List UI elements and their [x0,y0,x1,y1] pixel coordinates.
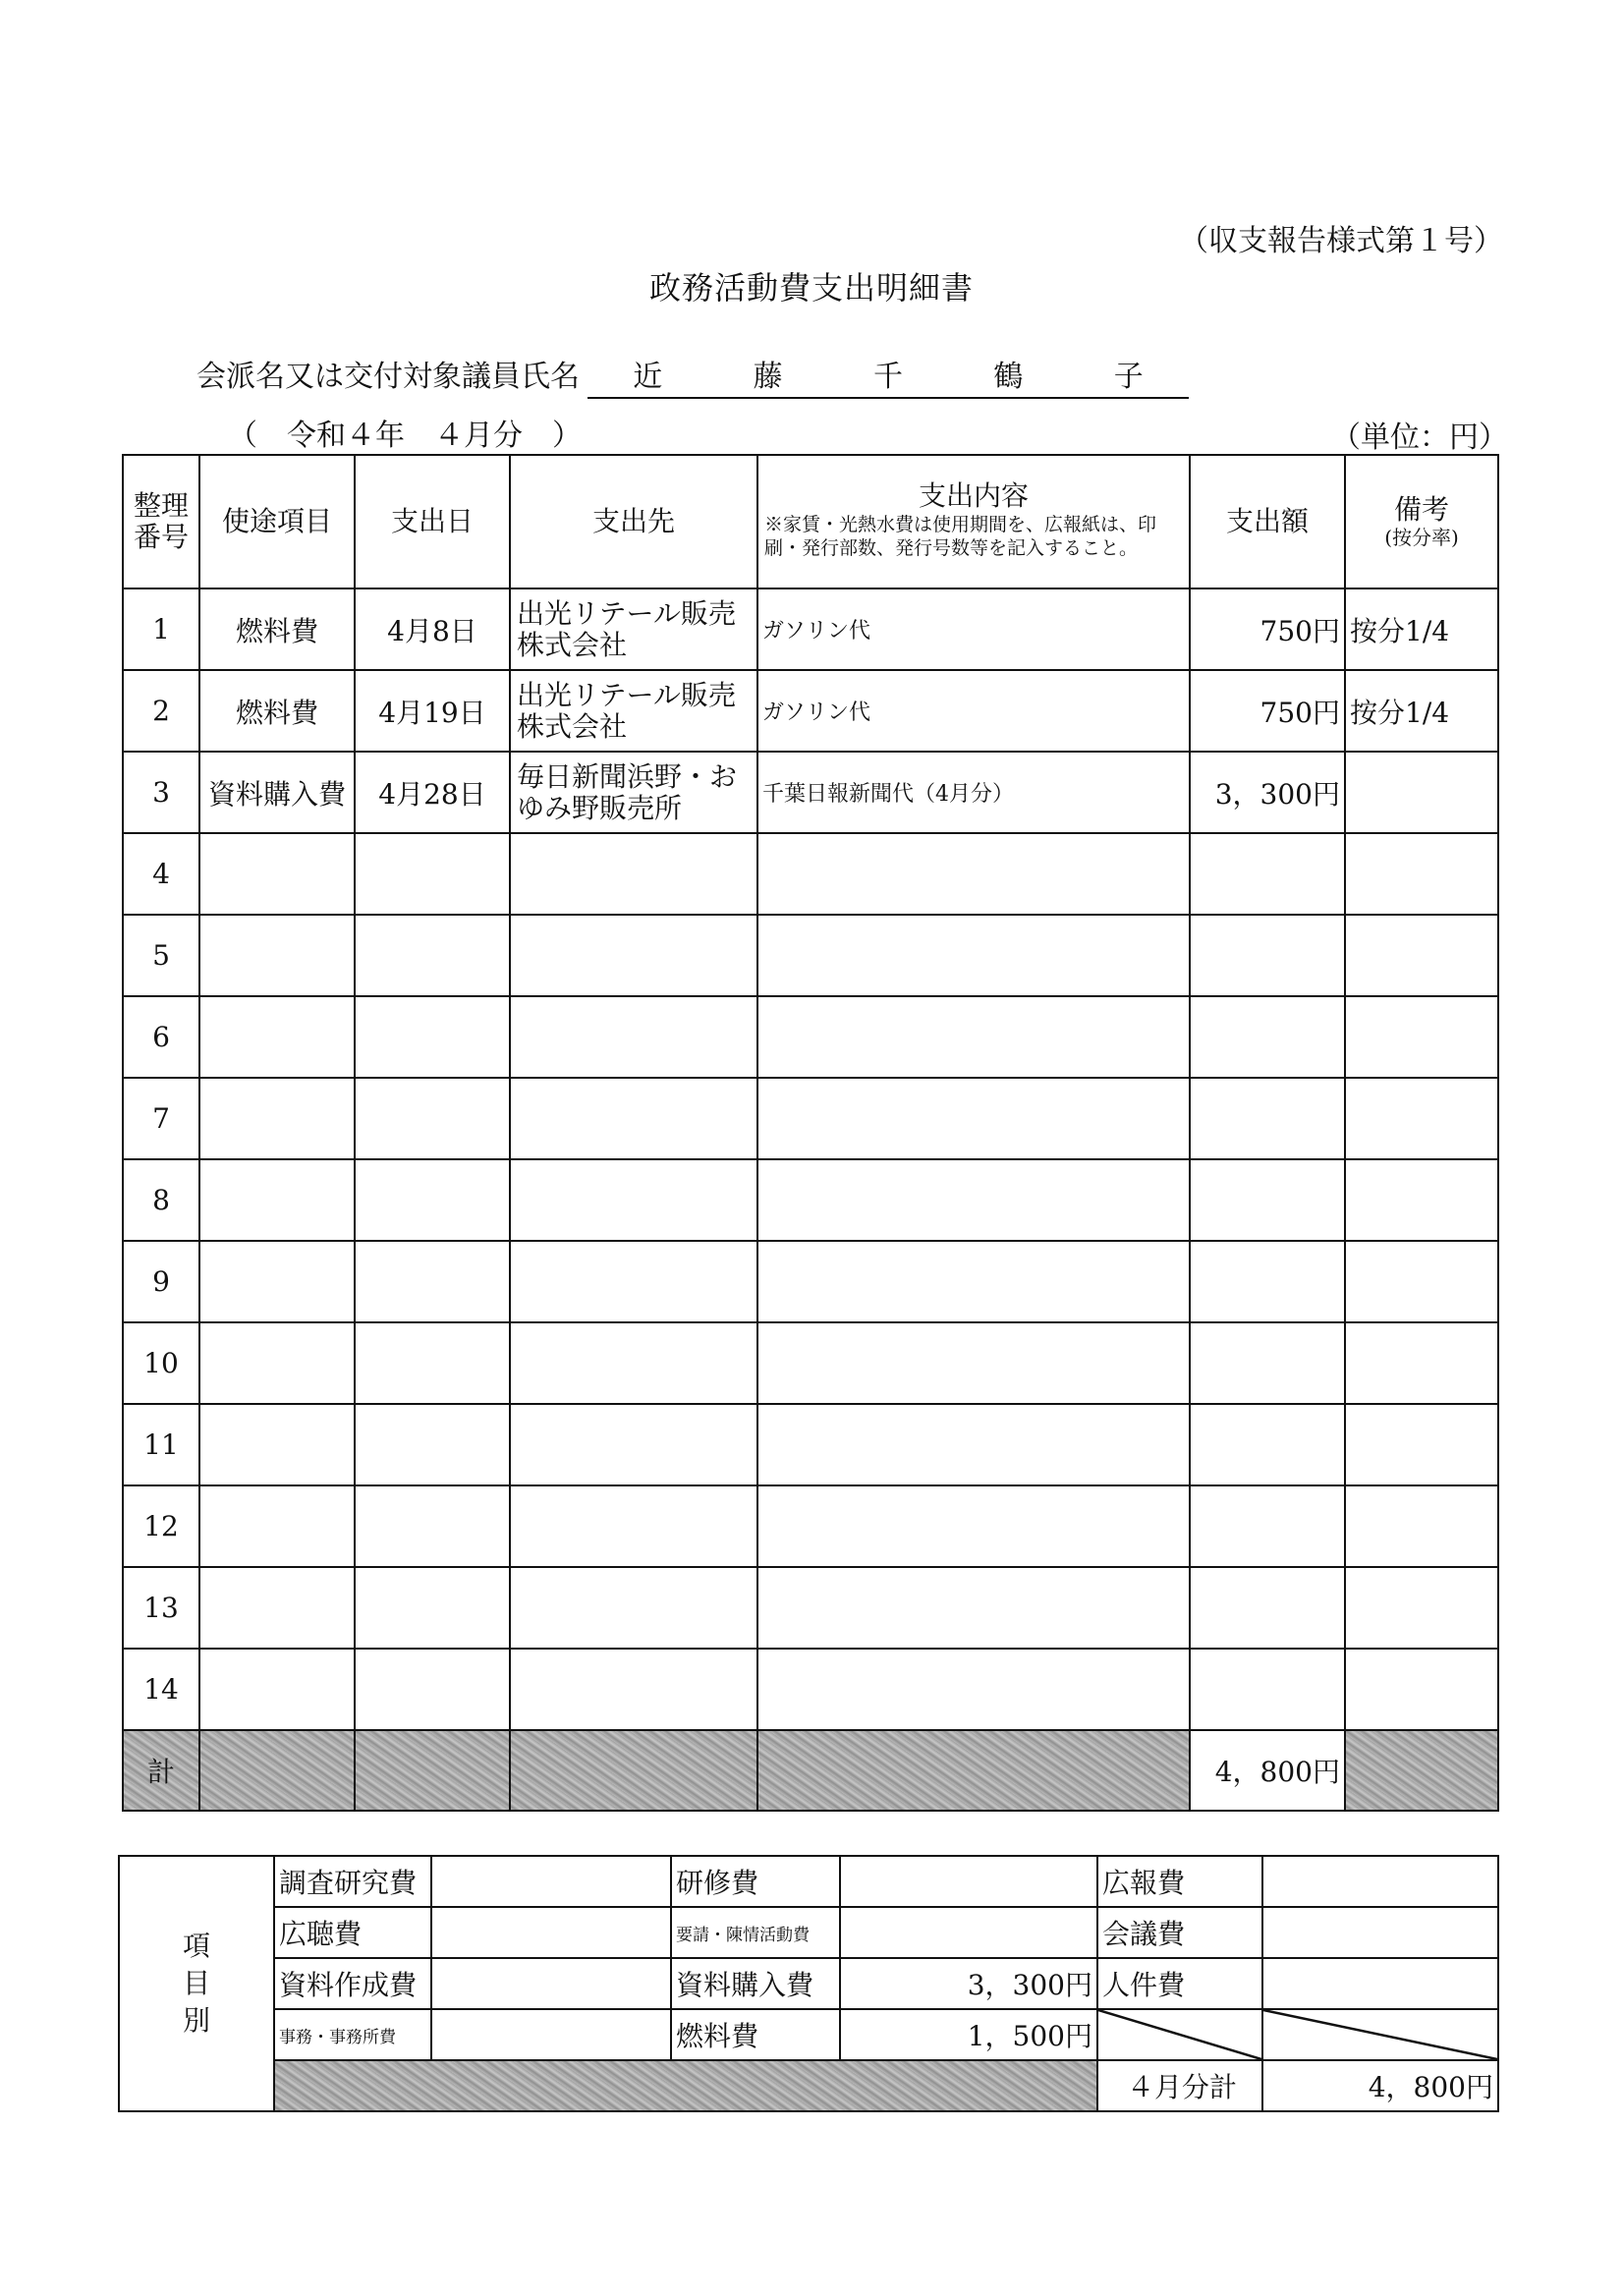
unit-label: （単位：円） [1331,420,1508,455]
table-row [123,1567,1498,1649]
row-content: 千葉日報新聞代（4月分） [757,752,1190,833]
row-amount [1190,1078,1345,1159]
row-remarks [1345,1159,1498,1241]
summary-meeting-label: 会議費 [1097,1907,1262,1958]
row-date [355,1485,510,1567]
row-date [355,833,510,915]
row-category: 資料購入費 [199,752,355,833]
row-payee [510,833,757,915]
row-number: 7 [123,1078,199,1159]
row-category [199,1078,355,1159]
row-content [757,1322,1190,1404]
header-payee: 支出先 [510,455,757,588]
row-number: 12 [123,1485,199,1567]
row-remarks [1345,1322,1498,1404]
row-date [355,1322,510,1404]
shaded-cell [510,1730,757,1811]
name-char: 子 [1113,360,1144,394]
period: （ 令和４年 ４月分 ） [228,419,582,453]
total-label: 計 [123,1730,199,1811]
row-remarks [1345,915,1498,996]
summary-pr-label: 広報費 [1097,1856,1262,1907]
category-summary-table [118,1855,1499,2112]
total-row [123,1730,1498,1811]
row-number: 6 [123,996,199,1078]
row-number: 13 [123,1567,199,1649]
row-remarks: 按分1/4 [1345,588,1498,670]
row-remarks [1345,1404,1498,1485]
row-category [199,1404,355,1485]
row-category: 燃料費 [199,588,355,670]
table-row [123,1078,1498,1159]
member-name [588,352,1189,399]
summary-docs-creation-label: 資料作成費 [274,1958,431,2009]
summary-research-label: 調査研究費 [274,1856,431,1907]
header-date: 支出日 [355,455,510,588]
summary-personnel-label: 人件費 [1097,1958,1262,2009]
table-row [123,752,1498,833]
row-category [199,996,355,1078]
table-row [123,1485,1498,1567]
row-date [355,915,510,996]
row-number: 10 [123,1322,199,1404]
row-content: ガソリン代 [757,670,1190,752]
diagonal-cell [1097,2009,1262,2060]
row-amount [1190,1567,1345,1649]
name-char: 藤 [753,360,783,394]
row-remarks: 按分1/4 [1345,670,1498,752]
row-category [199,833,355,915]
summary-petition-label: 要請・陳情活動費 [671,1907,840,1958]
summary-petition-value [840,1907,1097,1958]
row-category [199,1241,355,1322]
row-content [757,915,1190,996]
row-date [355,1078,510,1159]
table-row [123,1322,1498,1404]
row-amount [1190,1649,1345,1730]
summary-fuel-value: 1，500円 [840,2009,1097,2060]
shaded-cell [355,1730,510,1811]
summary-office-value [431,2009,671,2060]
row-category [199,1649,355,1730]
table-row [123,1649,1498,1730]
table-row [123,996,1498,1078]
row-payee [510,1649,757,1730]
row-amount [1190,1159,1345,1241]
row-remarks [1345,1567,1498,1649]
row-payee [510,1159,757,1241]
row-category [199,915,355,996]
row-content [757,1404,1190,1485]
name-char: 近 [633,360,663,394]
row-amount [1190,833,1345,915]
row-category [199,1485,355,1567]
row-number: 2 [123,670,199,752]
table-row [123,1404,1498,1485]
table-row [123,915,1498,996]
row-payee: 毎日新聞浜野・おゆみ野販売所 [510,752,757,833]
month-total-label: ４月分計 [1097,2060,1262,2111]
summary-meeting-value [1262,1907,1498,1958]
row-content [757,1485,1190,1567]
row-amount [1190,1404,1345,1485]
row-content [757,1159,1190,1241]
header-category: 使途項目 [199,455,355,588]
row-content: ガソリン代 [757,588,1190,670]
diagonal-cell [1262,2009,1498,2060]
row-payee [510,996,757,1078]
shaded-cell [757,1730,1190,1811]
row-category: 燃料費 [199,670,355,752]
row-content [757,1649,1190,1730]
row-payee: 出光リテール販売株式会社 [510,588,757,670]
row-date [355,1159,510,1241]
row-amount: 3，300円 [1190,752,1345,833]
document-title: 政務活動費支出明細書 [648,269,974,307]
row-number: 9 [123,1241,199,1322]
name-char: 千 [872,360,903,394]
summary-docs-purchase-value: 3，300円 [840,1958,1097,2009]
row-remarks [1345,1241,1498,1322]
summary-hearing-label: 広聴費 [274,1907,431,1958]
shaded-cell [199,1730,355,1811]
header-content: 支出内容 ※家賃・光熱水費は使用期間を、広報紙は、印刷・発行部数、発行号数等を記入すること。 [757,455,1190,588]
row-category [199,1159,355,1241]
row-payee [510,1404,757,1485]
summary-docs-creation-value [431,1958,671,2009]
row-date [355,1241,510,1322]
shaded-cell [274,2060,1097,2111]
summary-side-label: 項 目 別 [119,1856,274,2111]
row-number: 4 [123,833,199,915]
row-number: 11 [123,1404,199,1485]
row-payee [510,1485,757,1567]
row-number: 5 [123,915,199,996]
month-total-amount: 4，800円 [1262,2060,1498,2111]
row-content [757,1241,1190,1322]
row-payee [510,915,757,996]
row-remarks [1345,752,1498,833]
summary-training-value [840,1856,1097,1907]
row-category [199,1322,355,1404]
row-amount [1190,915,1345,996]
summary-fuel-label: 燃料費 [671,2009,840,2060]
row-amount [1190,1485,1345,1567]
row-payee [510,1241,757,1322]
row-date: 4月19日 [355,670,510,752]
expense-table [122,454,1499,1812]
row-amount [1190,1241,1345,1322]
row-content [757,1078,1190,1159]
summary-pr-value [1262,1856,1498,1907]
row-amount [1190,1322,1345,1404]
row-payee [510,1078,757,1159]
header-remarks: 備考 (按分率) [1345,455,1498,588]
name-char: 鶴 [993,360,1024,394]
shaded-cell [1345,1730,1498,1811]
row-category [199,1567,355,1649]
form-code: （収支報告様式第１号） [1179,224,1503,258]
header-no: 整理 番号 [123,455,199,588]
row-remarks [1345,1078,1498,1159]
table-row [123,833,1498,915]
row-remarks [1345,1485,1498,1567]
row-number: 3 [123,752,199,833]
summary-office-label: 事務・事務所費 [274,2009,431,2060]
row-date [355,1404,510,1485]
name-label: 会派名又は交付対象議員氏名 [196,360,580,394]
row-remarks [1345,833,1498,915]
row-remarks [1345,996,1498,1078]
summary-training-label: 研修費 [671,1856,840,1907]
row-amount: 750円 [1190,588,1345,670]
summary-docs-purchase-label: 資料購入費 [671,1958,840,2009]
row-payee: 出光リテール販売株式会社 [510,670,757,752]
row-number: 14 [123,1649,199,1730]
total-amount: 4，800円 [1190,1730,1345,1811]
row-date: 4月8日 [355,588,510,670]
row-amount: 750円 [1190,670,1345,752]
row-content [757,833,1190,915]
summary-hearing-value [431,1907,671,1958]
row-number: 8 [123,1159,199,1241]
row-content [757,1567,1190,1649]
summary-research-value [431,1856,671,1907]
row-remarks [1345,1649,1498,1730]
header-amount: 支出額 [1190,455,1345,588]
table-row [123,588,1498,670]
row-date [355,996,510,1078]
row-payee [510,1322,757,1404]
table-row [123,670,1498,752]
row-date [355,1567,510,1649]
row-amount [1190,996,1345,1078]
summary-personnel-value [1262,1958,1498,2009]
row-date: 4月28日 [355,752,510,833]
row-content [757,996,1190,1078]
row-date [355,1649,510,1730]
row-number: 1 [123,588,199,670]
table-row [123,1159,1498,1241]
table-header-row [123,455,1498,588]
table-row [123,1241,1498,1322]
row-payee [510,1567,757,1649]
